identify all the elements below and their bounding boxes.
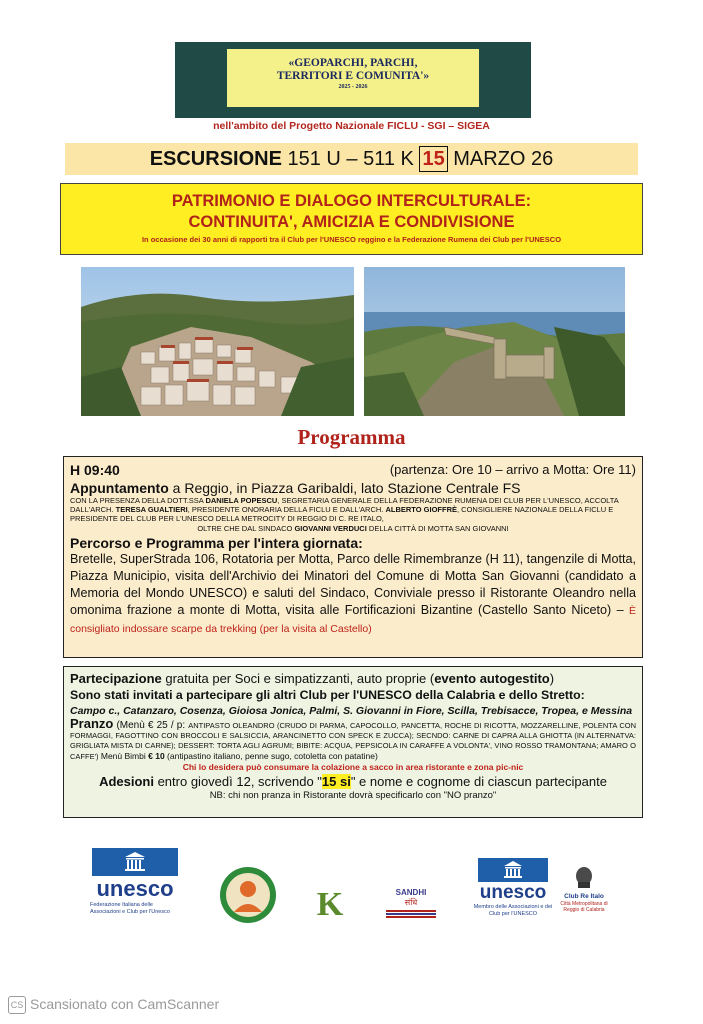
- pranzo-label: Pranzo: [70, 716, 114, 731]
- percorso-warning: È consigliato indossare scarpe da trekking (per la visita al Castello): [70, 604, 637, 635]
- hour-row: [70, 462, 636, 480]
- banner-title-box: [227, 49, 479, 107]
- appuntamento-row: [70, 480, 636, 496]
- pranzo-menu: (Menù € 25 / p:: [113, 720, 189, 731]
- bimbi-text: (antipastino italiano, penne sugo, cotoletta con patatine): [164, 751, 378, 761]
- sandhi-word: SANDHI: [395, 888, 427, 897]
- club-caption: Città Metropolitana di Reggio di Calabria: [560, 901, 608, 913]
- adesioni-label: Adesioni: [99, 774, 154, 789]
- percorso-body: Bretelle, SuperStrada 106, Rotatoria per Motta, Parco delle Rimembranze (H 11), tangenzile di Motta, Piazza Municipio, visita dell'Archivio dei Minatori del Comune di Motta San Giovanni (candidato a Memoria del Mondo UNESCO) e saluti del Sindaco, Conviviale presso il Ristorante Oleandro nella omonima frazione a monte di Motta, visita alle Fortificazioni Bizantine (Castello Santo Niceto) –: [70, 551, 636, 617]
- portrait-medallion-icon: [219, 866, 277, 924]
- sandhi-rule-3: [386, 916, 436, 918]
- escursione-bar: [65, 143, 638, 175]
- portrait-logo: [219, 866, 277, 924]
- partecipazione-row: [70, 671, 636, 687]
- presence-part-6: DELLA CITTÀ DI MOTTA SAN GIOVANNI: [366, 523, 509, 533]
- programme-box: [63, 456, 643, 658]
- presence-name-1: DANIELA POPESCU: [205, 496, 278, 505]
- nb-note: NB: chi non pranza in Ristorante dovrà specificarlo con "NO pranzo": [209, 790, 497, 801]
- percorso-row: [70, 535, 636, 551]
- percorso-label: Percorso e Programma: [70, 534, 225, 551]
- sandhi-sub: संधि: [404, 898, 418, 907]
- club-re-italo-logo: [559, 866, 609, 930]
- evento-label: evento autogestito: [434, 671, 550, 686]
- presence-part-4: , CONSIGLIERE NAZIONALE DELLA FICLU E PRESIDENTE DEL CLUB PER L'UNESCO DELLA METROCITY DI REGGIO DI C. RE ITALO,: [70, 505, 614, 524]
- invitati-text: Sono stati invitati a partecipare gli altri Club per l'UNESCO della Calabria e dello Stretto:: [70, 688, 585, 702]
- appuntamento-text: a Reggio, in Piazza Garibaldi, lato Stazione Centrale FS: [168, 480, 521, 496]
- unesco-temple-block-2: [478, 858, 548, 882]
- presence-text: [70, 496, 636, 524]
- banner-line-1: «GEOPARCHI, PARCHI,: [288, 57, 418, 69]
- presence-part-2: , SEGRETARIA GENERALE DELLA FEDERAZIONE RUMENA DEI CLUB PER L'UNESCO, ACCOLTA DALL'ARCH.: [70, 496, 619, 515]
- project-line: nell'ambito del Progetto Nazionale FICLU - SGI – SIGEA: [213, 120, 490, 132]
- sandhi-rule-1: [386, 910, 436, 912]
- adesioni-text-2: " e nome e cognome di ciascun partecipante: [350, 774, 607, 789]
- escursione-label: ESCURSIONE: [149, 148, 282, 170]
- clubs-list: Campo c., Catanzaro, Cosenza, Gioiosa Jonica, Palmi, S. Giovanni in Fiore, Scilla, Trebisacce, Tropea, e Messina: [70, 705, 633, 717]
- club-name: Club Re Italo: [564, 893, 604, 900]
- programma-heading: Programma: [297, 425, 406, 449]
- adesioni-text-1: entro giovedì 12, scrivendo ": [153, 774, 322, 789]
- partecipazione-end: ): [549, 671, 555, 686]
- town-image: [81, 267, 354, 416]
- k-letter: K: [316, 886, 344, 923]
- photo-castle: [364, 267, 625, 416]
- sandhi-rule-2: [386, 913, 436, 915]
- title-subtitle: In occasione dei 30 anni di rapporti tra il Club per l'UNESCO reggino e la Federazione Rumena dei Club per l'UNESCO: [141, 235, 562, 244]
- unesco-federazione-logo: [90, 848, 180, 928]
- title-box: [60, 183, 643, 255]
- unesco-caption-1: Federazione Italiana delle Associazioni e Club per l'Unesco: [90, 902, 170, 915]
- banner-years: 2025 - 2026: [338, 84, 368, 90]
- adesioni-row: [70, 773, 636, 790]
- partecipazione-label: Partecipazione: [70, 671, 162, 686]
- sandhi-logo: [382, 888, 440, 928]
- presence-part-1: CON LA PRESENZA DELLA DOTT.SSA: [70, 496, 206, 505]
- hour-note: (partenza: Ore 10 – arrivo a Motta: Ore 11): [389, 462, 636, 477]
- colazione-note: Chi lo desidera può consumare la colazione a sacco in area ristorante e zona pic-nic: [182, 762, 524, 772]
- escursione-day: 15: [419, 146, 447, 172]
- bimbi-label: Menù Bimbi: [98, 751, 149, 761]
- header-banner: [175, 42, 531, 118]
- pranzo-body: ANTIPASTO OLEANDRO (CRUDO DI PARMA, CAPOCOLLO, PANCETTA, ROCHE DI RICOTTA, MOZZARELLINE, POLENTA CON FORMAGGI, FAGOTTINO CON BROCCOLI E SALSICCIA, ARANCINETTO CON SPECK E ZUCCA); SECNDO: CARNE DI CAPRA ALLA GHIOTTA (IN ALTERNATVA: GRIGLIATA MISTA DI CARNE); DESSERT: TORTA AGLI AGRUMI; BIBITE: ACQUA, PEPSICOLA IN CARAFFE A VOLONTA', VINO ROSSO TRAMONTANA; AMARO O CAFFE'): [70, 721, 636, 761]
- presence-part-5: OLTRE CHE DAL SINDACO: [197, 523, 295, 533]
- castle-image: [364, 267, 625, 416]
- bronze-head-icon: [572, 866, 596, 888]
- temple-icon: [92, 848, 178, 876]
- escursione-code: 151 U – 511 K: [287, 148, 414, 170]
- k-logo: [313, 888, 347, 924]
- temple-icon-2: [478, 858, 548, 882]
- partecipazione-text: gratuita per Soci e simpatizzanti, auto proprie (: [161, 671, 435, 686]
- banner-line-2: TERRITORI E COMUNITA'»: [276, 70, 430, 82]
- presence-name-2: TERESA GUALTIERI: [115, 505, 188, 515]
- presence-part-3: , PRESIDENTE ONORARIA DELLA FICLU E DALL'ARCH.: [187, 505, 386, 515]
- title-line-2: CONTINUITA', AMICIZIA E CONDIVISIONE: [188, 213, 515, 231]
- photo-town: [81, 267, 354, 416]
- adesioni-code: 15 si: [321, 774, 351, 789]
- camscanner-footer: [8, 996, 219, 1014]
- pranzo-text: [70, 716, 636, 762]
- camscanner-text: Scansionato con CamScanner: [30, 996, 220, 1012]
- unesco-membro-logo: [473, 858, 553, 930]
- camscanner-icon: CS: [8, 996, 26, 1014]
- appuntamento-label: Appuntamento: [70, 480, 169, 496]
- title-line-1: PATRIMONIO E DIALOGO INTERCULTURALE:: [171, 192, 532, 210]
- unesco-temple-block: [92, 848, 178, 876]
- presence-name-4: GIOVANNI VERDUCI: [294, 523, 367, 533]
- presence-text-2: [70, 524, 636, 533]
- percorso-text: [70, 551, 636, 638]
- hour: H 09:40: [70, 462, 120, 478]
- bimbi-price: € 10: [148, 751, 165, 761]
- percorso-after: per l'intera giornata:: [224, 534, 363, 551]
- escursione-month: MARZO 26: [453, 148, 554, 170]
- participation-box: [63, 666, 643, 818]
- presence-name-3: ALBERTO GIOFFRÈ: [385, 505, 457, 515]
- unesco-caption-2: Membro delle Associazioni e dei Club per l'UNESCO: [473, 904, 553, 917]
- unesco-word-1: unesco: [96, 876, 174, 901]
- unesco-word-2: unesco: [479, 882, 547, 903]
